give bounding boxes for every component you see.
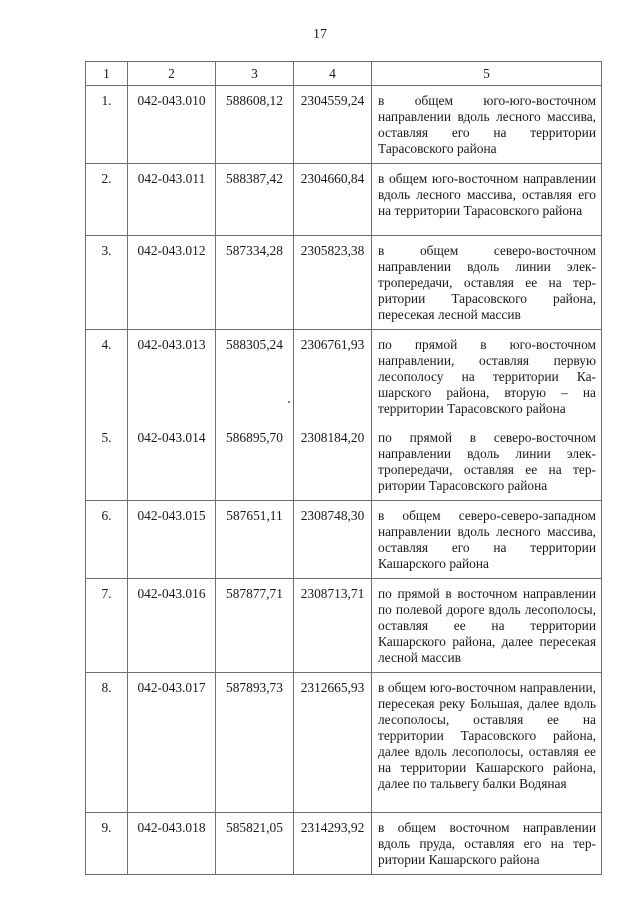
boundary-description: в общем восточном направлении вдоль пруда, оставляя его на территории Кашарского района — [378, 820, 596, 867]
coordinate-x: 588387,42 — [216, 164, 294, 236]
row-number: 4. — [86, 330, 128, 424]
row-number: 6. — [86, 501, 128, 579]
point-code: 042-043.016 — [128, 579, 216, 673]
boundary-description: по прямой в юго-восточном направлении, оставляя первую лесополосу на территории Кашарского района, вторую – на территории Тарасовского района — [378, 337, 596, 416]
boundary-description: по прямой в северо-восточном направлении вдоль линии электропередачи, оставляя ее на территории Тарасовского района — [378, 430, 596, 493]
coordinate-x: 586895,70 — [216, 423, 294, 501]
coordinate-x: 585821,05 — [216, 813, 294, 875]
table-row — [86, 813, 602, 875]
table-row — [86, 673, 602, 813]
table-row — [86, 501, 602, 579]
page-number: 17 — [313, 27, 327, 42]
boundary-coordinates-table — [85, 61, 602, 875]
column-y-header: 4 — [294, 62, 372, 86]
coordinate-y: 2308713,71 — [294, 579, 372, 673]
row-number: 8. — [86, 673, 128, 813]
table-row — [86, 86, 602, 164]
coordinate-x: 588608,12 — [216, 86, 294, 164]
boundary-description: в общем юго-восточном направлении вдоль лесного массива, оставляя его на территории Тарасовского района — [378, 171, 596, 218]
row-number: 2. — [86, 164, 128, 236]
point-code: 042-043.017 — [128, 673, 216, 813]
column-point-code-header: 2 — [128, 62, 216, 86]
point-code: 042-043.012 — [128, 236, 216, 330]
coordinate-x: 587877,71 — [216, 579, 294, 673]
point-code: 042-043.011 — [128, 164, 216, 236]
point-code: 042-043.015 — [128, 501, 216, 579]
row-number: 7. — [86, 579, 128, 673]
column-description-header: 5 — [372, 62, 602, 86]
coordinate-x: 587651,11 — [216, 501, 294, 579]
boundary-description: по прямой в восточном направлении по полевой дороге вдоль лесополосы, оставляя ее на территории Кашарского района, далее пересекая лесной массив — [378, 586, 596, 665]
column-x-header: 3 — [216, 62, 294, 86]
boundary-description: в общем юго-юго-восточном направлении вдоль лесного массива, оставляя его на территории Тарасовского района — [378, 93, 596, 156]
coordinate-y: 2312665,93 — [294, 673, 372, 813]
coordinate-y: 2305823,38 — [294, 236, 372, 330]
coordinate-x: 588305,24 — [216, 330, 294, 424]
coordinate-y: 2314293,92 — [294, 813, 372, 875]
coordinate-x: 587334,28 — [216, 236, 294, 330]
boundary-description: в общем северо-северо-западном направлении вдоль лесного массива, оставляя его на территории Кашарского района — [378, 508, 596, 571]
coordinate-y: 2306761,93 — [294, 330, 372, 424]
coordinate-y: 2308184,20 — [294, 423, 372, 501]
boundary-description: в общем северо-восточном направлении вдоль линии электропередачи, оставляя ее на территории Тарасовского района, пересекая лесной массив — [378, 243, 596, 322]
point-code: 042-043.010 — [128, 86, 216, 164]
table-row — [86, 330, 602, 424]
point-code: 042-043.014 — [128, 423, 216, 501]
boundary-description: в общем юго-восточном направлении, пересекая реку Большая, далее вдоль лесополосы, оставляя ее на территории Тарасовского района, далее вдоль лесополосы, оставляя ее на территории Кашарского района, далее по тальвегу балки Водяная — [378, 680, 596, 791]
table-row — [86, 423, 602, 501]
coordinate-y: 2308748,30 — [294, 501, 372, 579]
row-number: 1. — [86, 86, 128, 164]
scan-speck — [288, 401, 290, 403]
table-row — [86, 579, 602, 673]
point-code: 042-043.013 — [128, 330, 216, 424]
coordinate-y: 2304559,24 — [294, 86, 372, 164]
coordinate-y: 2304660,84 — [294, 164, 372, 236]
point-code: 042-043.018 — [128, 813, 216, 875]
table-row — [86, 164, 602, 236]
row-number: 5. — [86, 423, 128, 501]
row-number: 3. — [86, 236, 128, 330]
coordinate-x: 587893,73 — [216, 673, 294, 813]
table-header-row — [86, 62, 602, 86]
table-row — [86, 236, 602, 330]
row-number: 9. — [86, 813, 128, 875]
column-number-header: 1 — [86, 62, 128, 86]
